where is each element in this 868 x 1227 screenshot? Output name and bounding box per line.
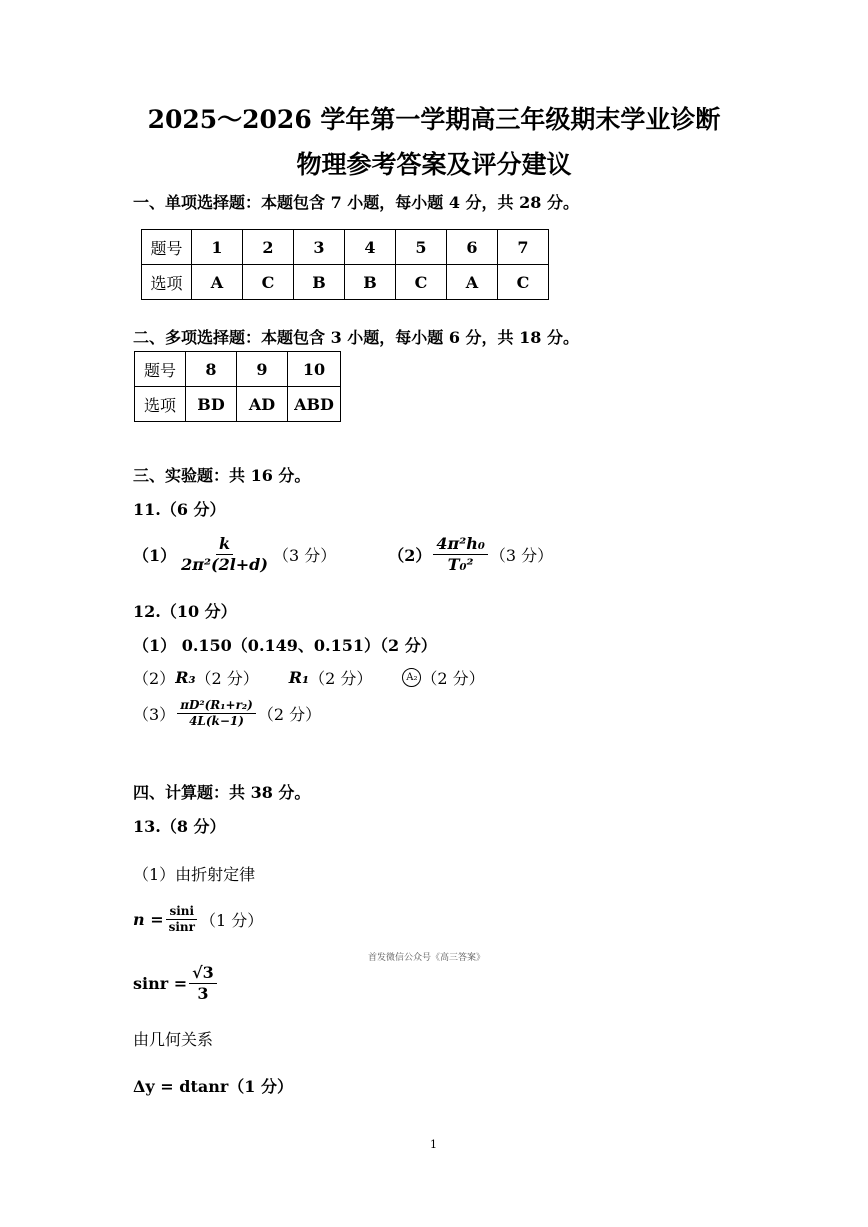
q11-part1-score: （3 分） xyxy=(272,545,337,565)
fraction-numerator: √3 xyxy=(189,964,217,984)
answer-cell: A xyxy=(192,265,243,300)
table-row xyxy=(135,387,341,422)
table-row xyxy=(142,265,549,300)
answer-cell: C xyxy=(396,265,447,300)
equation-lhs: sinr = xyxy=(133,973,188,993)
q11-part2-fraction xyxy=(433,535,488,573)
fraction-denominator: 3 xyxy=(197,983,209,1003)
answer-cell: AD xyxy=(237,387,288,422)
answer-cell: BD xyxy=(186,387,237,422)
q13-line2 xyxy=(133,905,263,934)
row-label-question: 题号 xyxy=(135,352,186,387)
question-number: 1 xyxy=(192,230,243,265)
fraction-denominator: 2π²(2l+d) xyxy=(181,554,268,574)
section2-heading: 二、多项选择题：本题包含 3 小题，每小题 6 分，共 18 分。 xyxy=(133,328,579,347)
q12-part2-label: （2） xyxy=(133,669,176,688)
question-number: 7 xyxy=(498,230,549,265)
answer-cell: C xyxy=(498,265,549,300)
question-number: 2 xyxy=(243,230,294,265)
page-number: 1 xyxy=(430,1138,437,1151)
fraction-numerator: πD²(R₁+r₂) xyxy=(177,699,256,714)
q11-part2-label: （2） xyxy=(388,545,432,565)
question-number: 6 xyxy=(447,230,498,265)
q13-line4: 由几何关系 xyxy=(133,1030,214,1049)
q13-line1: （1）由折射定律 xyxy=(133,865,256,884)
row-label-answer: 选项 xyxy=(135,387,186,422)
q13-title: 13.（8 分） xyxy=(133,817,226,836)
row-label-question: 题号 xyxy=(142,230,192,265)
table-row xyxy=(135,352,341,387)
q12-title: 12.（10 分） xyxy=(133,602,237,621)
q11-part1-fraction xyxy=(178,535,271,573)
q12-part2-score3: （2 分） xyxy=(421,669,485,688)
q12-part3 xyxy=(133,699,321,728)
fraction-numerator: k xyxy=(216,535,233,555)
q12-part2-score2: （2 分） xyxy=(309,669,373,688)
q13-line5: Δy = dtanr（1 分） xyxy=(133,1077,293,1096)
answer-cell: A xyxy=(447,265,498,300)
q13-line3 xyxy=(133,964,219,1002)
q13-line2-fraction xyxy=(166,905,198,934)
answer-cell: B xyxy=(345,265,396,300)
q11-part2-score: （3 分） xyxy=(489,545,554,565)
row-label-answer: 选项 xyxy=(142,265,192,300)
page-title: 2025～2026 学年第一学期高三年级期末学业诊断 xyxy=(147,105,721,134)
q12-part3-fraction xyxy=(177,699,256,728)
fraction-numerator: sini xyxy=(166,905,197,920)
question-number: 4 xyxy=(345,230,396,265)
q11-part1-label: （1） xyxy=(133,545,177,565)
resistor-r3: R₃ xyxy=(175,668,196,687)
q12-part2 xyxy=(133,666,485,689)
equation-lhs: n = xyxy=(133,910,164,930)
section1-heading: 一、单项选择题：本题包含 7 小题，每小题 4 分，共 28 分。 xyxy=(133,193,579,212)
table-row xyxy=(142,230,549,265)
fraction-denominator: T₀² xyxy=(447,554,474,574)
q13-line2-score: （1 分） xyxy=(199,911,264,931)
answer-cell: C xyxy=(243,265,294,300)
q11-answers xyxy=(133,535,553,573)
single-choice-table xyxy=(141,229,549,300)
question-number: 10 xyxy=(288,352,341,387)
fraction-denominator: 4L(k−1) xyxy=(189,714,244,729)
q12-part3-score: （2 分） xyxy=(257,705,322,725)
answer-cell: ABD xyxy=(288,387,341,422)
watermark: 首发微信公众号《高三答案》 xyxy=(368,953,486,963)
question-number: 5 xyxy=(396,230,447,265)
fraction-denominator: sinr xyxy=(168,920,195,935)
fraction-numerator: 4π²h₀ xyxy=(433,535,488,555)
q11-title: 11.（6 分） xyxy=(133,500,226,519)
answer-cell: B xyxy=(294,265,345,300)
ammeter-a2-icon: A₂ xyxy=(402,668,421,687)
q13-line3-fraction xyxy=(189,964,217,1002)
resistor-r1: R₁ xyxy=(288,668,310,687)
question-number: 3 xyxy=(294,230,345,265)
multi-choice-table xyxy=(134,351,341,422)
section4-heading: 四、计算题：共 38 分。 xyxy=(133,783,311,802)
section3-heading: 三、实验题：共 16 分。 xyxy=(133,466,311,485)
question-number: 8 xyxy=(186,352,237,387)
q12-part2-score1: （2 分） xyxy=(195,669,259,688)
question-number: 9 xyxy=(237,352,288,387)
q12-part3-label: （3） xyxy=(133,705,176,725)
q12-part1: （1） 0.150（0.149、0.151）（2 分） xyxy=(133,636,437,655)
page-subtitle: 物理参考答案及评分建议 xyxy=(296,150,572,179)
